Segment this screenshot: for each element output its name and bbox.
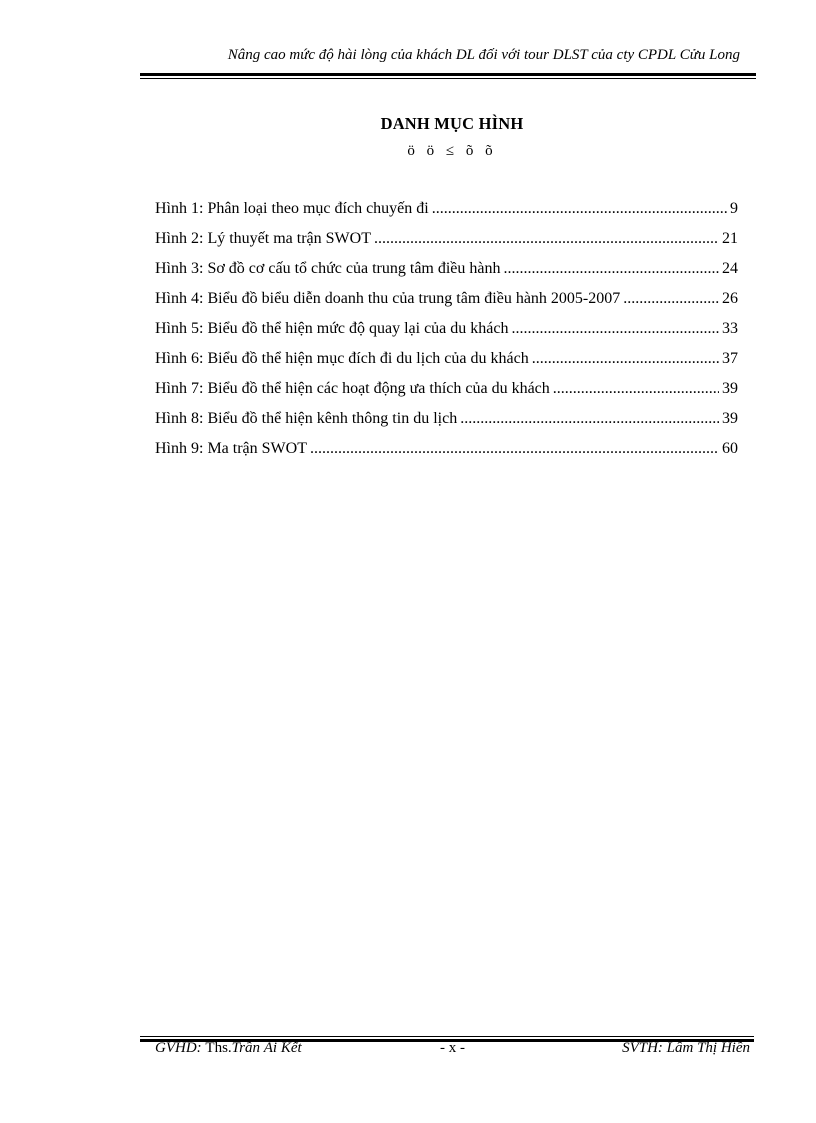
toc-entry[interactable]	[155, 290, 738, 320]
toc-leader-dots	[310, 440, 719, 458]
toc-entry-page: 39	[722, 410, 738, 427]
toc-entry-label: Hình 3: Sơ đồ cơ cấu tổ chức của trung tâm điều hành	[155, 260, 501, 277]
page-title: DANH MỤC HÌNH	[380, 114, 524, 133]
toc-entry[interactable]	[155, 350, 738, 380]
header-rule-bottom	[140, 78, 756, 79]
toc-entry[interactable]	[155, 200, 738, 230]
toc-entry-label: Hình 4: Biểu đồ biểu diễn doanh thu của trung tâm điều hành 2005-2007	[155, 290, 621, 307]
toc-entry-label: Hình 7: Biểu đồ thể hiện các hoạt động ưa thích của du khách	[155, 380, 550, 397]
toc-entry-page: 60	[722, 440, 738, 457]
toc-entry[interactable]	[155, 230, 738, 260]
toc-leader-dots	[532, 350, 719, 368]
toc-entry-label: Hình 5: Biểu đồ thể hiện mức độ quay lại của du khách	[155, 320, 509, 337]
toc-leader-dots	[432, 200, 727, 218]
toc-leader-dots	[460, 410, 719, 428]
toc-entry-page: 21	[722, 230, 738, 247]
toc-entry-page: 39	[722, 380, 738, 397]
advisor-name: Trần Ái Kết	[231, 1040, 302, 1056]
toc-entry-page: 26	[722, 290, 738, 307]
toc-entry-page: 37	[722, 350, 738, 367]
toc-leader-dots	[623, 290, 719, 308]
footer-student: SVTH: Lâm Thị Hiền	[622, 1040, 750, 1056]
toc-entry-label: Hình 2: Lý thuyết ma trận SWOT	[155, 230, 371, 247]
toc-entry-page: 9	[730, 200, 738, 217]
toc-entry[interactable]	[155, 380, 738, 410]
toc-entry-label: Hình 8: Biểu đồ thể hiện kênh thông tin du lịch	[155, 410, 458, 427]
toc-entry[interactable]	[155, 260, 738, 290]
toc-entry-label: Hình 1: Phân loại theo mục đích chuyến đi	[155, 200, 429, 217]
toc-entry-label: Hình 9: Ma trận SWOT	[155, 440, 307, 457]
toc-leader-dots	[504, 260, 719, 278]
toc-leader-dots	[553, 380, 719, 398]
toc-entry-label: Hình 6: Biểu đồ thể hiện mục đích đi du lịch của du khách	[155, 350, 529, 367]
title-ornament: ö ö ≤ õ õ	[407, 143, 497, 159]
toc-entry[interactable]	[155, 320, 738, 350]
footer-advisor	[155, 1040, 302, 1057]
toc-entry[interactable]	[155, 410, 738, 440]
page-number: - x -	[440, 1040, 465, 1056]
toc-leader-dots	[374, 230, 719, 248]
header-rule-top	[140, 73, 756, 76]
advisor-label: GVHD:	[155, 1040, 202, 1056]
footer-rule-top	[140, 1036, 754, 1037]
figure-list	[155, 200, 738, 470]
advisor-title: Ths.	[205, 1040, 232, 1056]
toc-entry-page: 33	[722, 320, 738, 337]
toc-entry[interactable]	[155, 440, 738, 470]
toc-entry-page: 24	[722, 260, 738, 277]
running-header: Nâng cao mức độ hài lòng của khách DL đối với tour DLST của cty CPDL Cửu Long	[227, 47, 740, 63]
toc-leader-dots	[511, 320, 719, 338]
